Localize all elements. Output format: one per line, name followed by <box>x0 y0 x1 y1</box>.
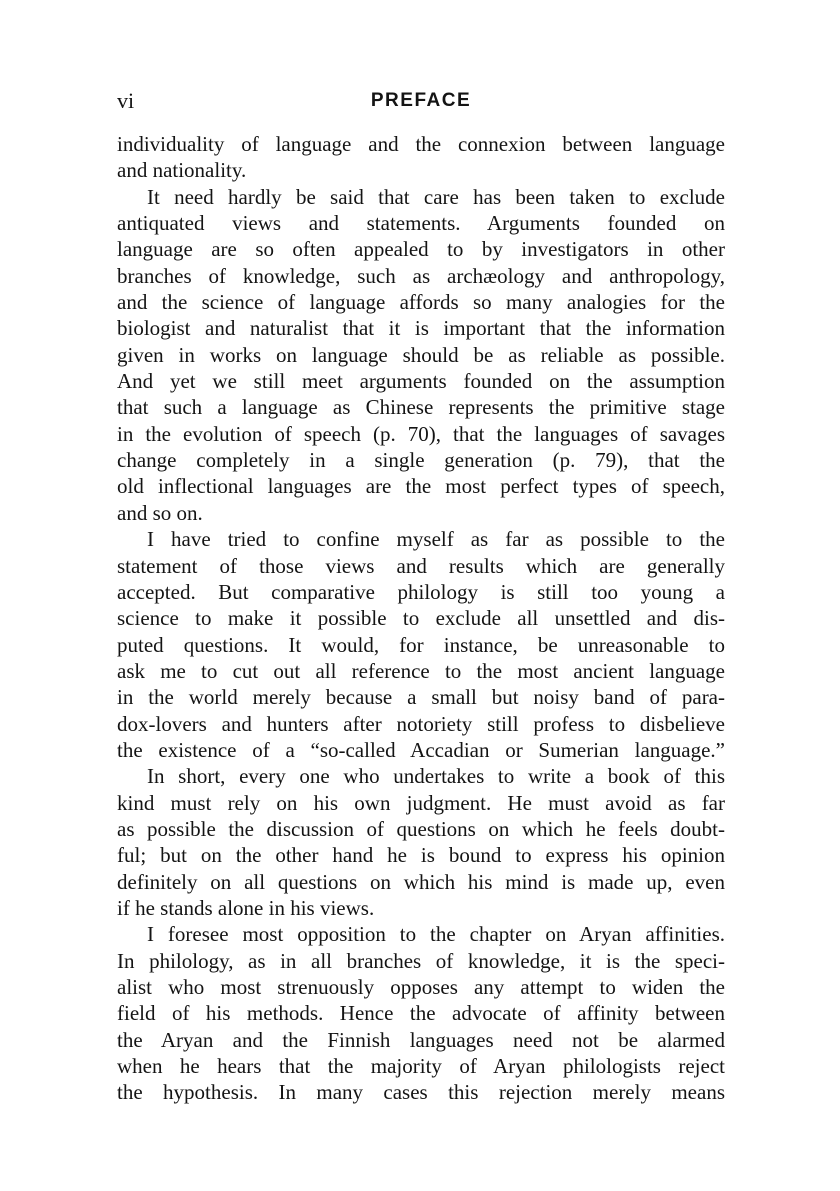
text-line: language are so often appealed to by investigators in other <box>117 237 725 262</box>
text-line: antiquated views and statements. Arguments founded on <box>117 211 725 236</box>
text-line: dox-lovers and hunters after notoriety still profess to disbelieve <box>117 711 725 736</box>
text-line: field of his methods. Hence the advocate of affinity between <box>117 1001 725 1026</box>
text-line: the Aryan and the Finnish languages need not be alarmed <box>117 1027 725 1052</box>
text-line: given in works on language should be as reliable as possible. <box>117 342 725 367</box>
text-line: that such a language as Chinese represents the primitive stage <box>117 395 725 420</box>
text-line: branches of knowledge, such as archæology and anthropology, <box>117 263 725 288</box>
text-line: old inflectional languages are the most perfect types of speech, <box>117 474 725 499</box>
text-line: and the science of language affords so many analogies for the <box>117 290 725 315</box>
text-line: I have tried to confine myself as far as possible to the <box>147 527 725 552</box>
text-line: In short, every one who undertakes to write a book of this <box>147 764 725 789</box>
text-line: puted questions. It would, for instance, be unreasonable to <box>117 632 725 657</box>
text-line: alist who most strenuously opposes any attempt to widen the <box>117 975 725 999</box>
text-line: I foresee most opposition to the chapter on Aryan affinities. <box>147 922 725 947</box>
text-line: change completely in a single generation (p. 79), that the <box>117 448 725 473</box>
text-line: In philology, as in all branches of knowledge, it is the speci- <box>117 948 725 973</box>
text-line: when he hears that the majority of Aryan philologists reject <box>117 1054 725 1079</box>
text-line: and nationality. <box>117 158 247 183</box>
page-header <box>117 86 725 116</box>
running-head-title: PREFACE <box>370 90 472 111</box>
text-line: and so on. <box>117 500 203 525</box>
text-line: ask me to cut out all reference to the most ancient language <box>117 658 725 683</box>
text-line: biologist and naturalist that it is important that the information <box>117 316 725 341</box>
text-line: ful; but on the other hand he is bound to express his opinion <box>117 843 725 868</box>
text-line: It need hardly be said that care has been taken to exclude <box>147 184 725 209</box>
text-line: as possible the discussion of questions on which he feels doubt- <box>117 816 725 841</box>
text-line: science to make it possible to exclude all unsettled and dis- <box>117 606 725 631</box>
text-line: accepted. But comparative philology is still too young a <box>117 579 725 604</box>
text-line: kind must rely on his own judgment. He must avoid as far <box>117 790 725 815</box>
text-line: in the evolution of speech (p. 70), that the languages of savages <box>117 421 725 446</box>
text-line: individuality of language and the connexion between language <box>117 132 725 156</box>
text-line: the hypothesis. In many cases this rejection merely means <box>117 1080 725 1105</box>
text-line: definitely on all questions on which his mind is made up, even <box>117 869 725 894</box>
page-number: vi <box>117 88 135 113</box>
text-line: the existence of a “so-called Accadian or Sumerian language.” <box>117 737 725 762</box>
text-line: And yet we still meet arguments founded on the assumption <box>117 369 725 394</box>
text-line: if he stands alone in his views. <box>117 895 375 920</box>
text-line: in the world merely because a small but noisy band of para- <box>117 685 725 710</box>
text-line: statement of those views and results which are generally <box>117 553 725 578</box>
body-text <box>117 131 725 1106</box>
